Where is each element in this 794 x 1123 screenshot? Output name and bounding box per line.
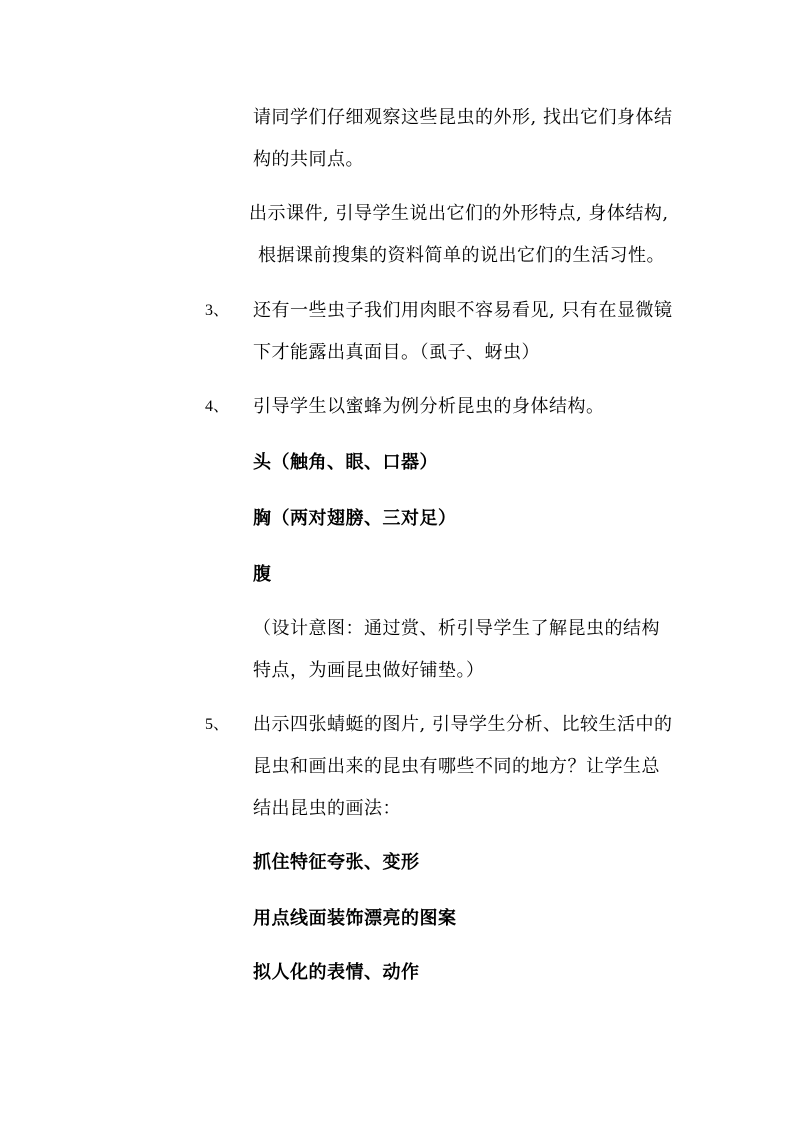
paragraph-observe-line-1: 请同学们仔细观察这些昆虫的外形, 找出它们身体结	[253, 107, 673, 128]
paragraph-observe-line-2: 构的共同点。	[253, 149, 364, 170]
list-item-3-line-1: 还有一些虫子我们用肉眼不容易看见, 只有在显微镜	[253, 300, 673, 321]
drawing-method-3: 拟人化的表情、动作	[253, 962, 420, 983]
list-item-3-line-2: 下才能露出真面目。（虱子、蚜虫）	[253, 342, 540, 363]
paragraph-courseware-line-2: 根据课前搜集的资料简单的说出它们的生活习性。	[258, 245, 665, 266]
list-number-3: 3、	[205, 302, 230, 319]
list-item-5-line-3: 结出昆虫的画法：	[253, 798, 401, 819]
drawing-method-2: 用点线面装饰漂亮的图案	[253, 908, 457, 929]
drawing-method-1: 抓住特征夸张、变形	[253, 852, 420, 873]
list-number-5: 5、	[205, 716, 230, 733]
paragraph-courseware-line-1: 出示课件, 引导学生说出它们的外形特点, 身体结构,	[249, 203, 669, 224]
list-item-5-line-1: 出示四张蜻蜓的图片, 引导学生分析、比较生活中的	[253, 714, 673, 735]
list-item-5-line-2: 昆虫和画出来的昆虫有哪些不同的地方？让学生总	[253, 756, 660, 777]
design-intent-line-2: 特点，为画昆虫做好铺垫。）	[253, 660, 485, 681]
design-intent-line-1: （设计意图：通过赏、析引导学生了解昆虫的结构	[253, 618, 660, 639]
bee-chest-part: 胸（两对翅膀、三对足）	[253, 508, 457, 529]
list-number-4: 4、	[205, 398, 230, 415]
bee-head-part: 头（触角、眼、口器）	[253, 452, 438, 473]
bee-belly-part: 腹	[253, 564, 272, 585]
list-item-4-line-1: 引导学生以蜜蜂为例分析昆虫的身体结构。	[253, 396, 605, 417]
